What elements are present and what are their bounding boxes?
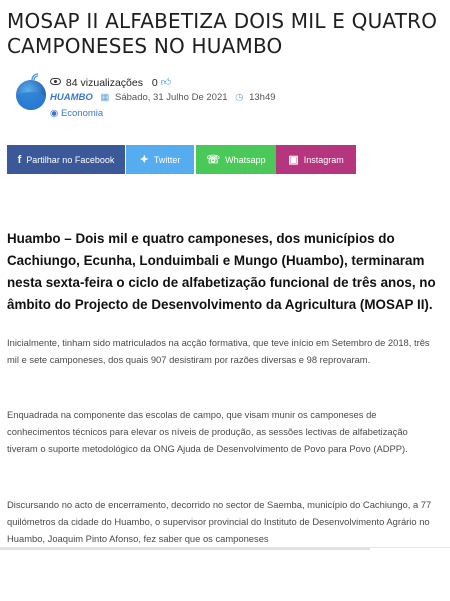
share-instagram-label: Instagram (303, 154, 344, 165)
signal-icon (30, 71, 44, 81)
publish-date: Sábado, 31 Julho De 2021 (115, 92, 228, 103)
author-avatar[interactable] (16, 80, 46, 110)
share-whatsapp-button[interactable] (196, 145, 276, 174)
share-twitter-label: Twitter (153, 154, 181, 165)
share-twitter-button[interactable] (126, 145, 194, 174)
thumbs-up-icon[interactable]: 👍︎ (160, 77, 172, 88)
facebook-icon: f (17, 153, 22, 166)
likes-count: 0 (151, 77, 158, 89)
category-link[interactable]: Economia (60, 108, 104, 119)
author-date-row (50, 92, 276, 103)
category-icon: ◉ (50, 108, 59, 119)
share-facebook-button[interactable] (7, 145, 125, 174)
clock-icon: ◷ (235, 92, 244, 103)
share-whatsapp-label: Whatsapp (225, 154, 266, 165)
author-link[interactable]: HUAMBO (50, 92, 93, 103)
views-row (50, 76, 170, 89)
twitter-icon: ✦ (139, 154, 149, 166)
avatar-wave (16, 92, 46, 110)
article-paragraph: Inicialmente, tinham sido matriculados na acção formativa, que teve início em Setembro de 2018, três mil e sete camponeses, dos quais 907 desistiram por razões diversas e 98 reprovaram. (7, 337, 430, 366)
calendar-icon: ▦ (100, 92, 110, 103)
article-meta (16, 74, 436, 124)
article-paragraph: Enquadrada na componente das escolas de campo, que visam munir os camponeses de conhecimentos técnicos para elevar os níveis de produção, as sessões lectivas de alfabetização tiveram o suporte metodológico da ONG Ajuda de Desenvolvimento de Povo para Povo (ADPP). (7, 409, 408, 455)
share-instagram-button[interactable] (276, 145, 356, 174)
eye-icon (50, 78, 61, 85)
whatsapp-icon: ☏ (206, 154, 221, 166)
article-lead: Huambo – Dois mil e quatro camponeses, dos municípios do Cachiungo, Ecunha, Londuimbali e Mungo (Huambo), terminaram nesta sexta-feira o ciclo de alfabetização funcional de três anos, no âmbito do Projecto de Desenvolvimento da Agricultura (MOSAP II). (7, 231, 436, 312)
article-title: MOSAP II ALFABETIZA DOIS MIL E QUATRO CAMPONESES NO HUAMBO (7, 9, 438, 58)
views-count: 84 vizualizações (65, 77, 143, 89)
page-bottom-bar (0, 547, 450, 601)
instagram-icon: ▣ (288, 154, 299, 166)
publish-time: 13h49 (249, 92, 276, 103)
category-row (50, 108, 103, 119)
article-paragraph: Discursando no acto de encerramento, decorrido no sector de Saemba, município do Cachiungo, a 77 quilómetros da cidade do Huambo, o supervisor provincial do Instituto de Desenvolvimento Agrário no Huambo, Joaquim Pinto Afonso, fez saber que os camponeses (7, 499, 432, 545)
share-facebook-label: Partilhar no Facebook (26, 154, 115, 165)
